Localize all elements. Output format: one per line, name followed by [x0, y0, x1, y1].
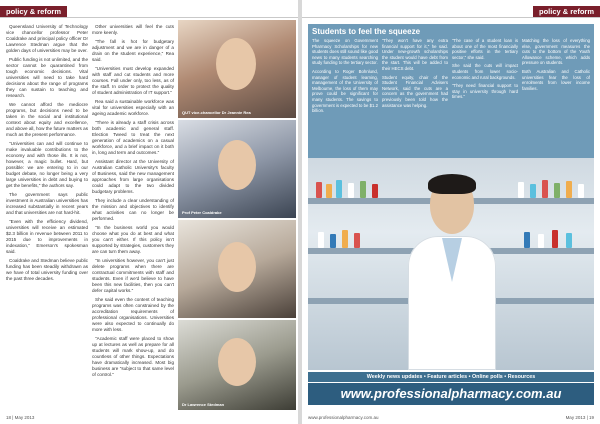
- paragraph: Queensland University of Technology vice chancellor professor Peter Coaldrake and principal policy officer Dr Lawrence Stedman argue that the golden days of universities may be over.: [6, 24, 88, 53]
- paragraph: They include a clear understanding of the mission and objectives to identify what activities can no longer be performed.: [92, 198, 174, 221]
- product-box: [342, 230, 348, 248]
- box-column-3: [452, 38, 518, 103]
- paragraph: "There is already a staff crisis across both academic and general staff. Election Tweed to treat the next generation of academics on a casual workforce, and a brief impact on it both in, long and term and outcomes.": [92, 120, 174, 155]
- box-column-2: [382, 38, 448, 111]
- box-title: Students to feel the squeeze: [312, 27, 421, 36]
- paragraph: She said the cuts will impact students from lower socio-economic and rural backgrounds.: [452, 63, 518, 80]
- paragraph: Assistant director at the University of Australian Catholic University's faculty of Business, said the new management approaches from large organisations could adapt to the two divided budgetary problems.: [92, 159, 174, 194]
- paragraph: "In the business world you would choose what you do at best and what you can't either. If this policy isn't supported by strategies, customers they are can turn them away.: [92, 225, 174, 254]
- page-folio-url: www.professionalpharmacy.com.au: [308, 415, 379, 420]
- paragraph: "Even with the efficiency dividend, universities will receive an estimated $2.3 billion in revenue between 2011 to 2015 due to improvements in indexation," Emerson's spokesman said.: [6, 219, 88, 254]
- paragraph: Coaldrake and Stedman believe public funding has been steadily withdrawn as we have of total university funding over the past three decades.: [6, 258, 88, 281]
- product-box: [354, 233, 360, 248]
- product-box: [566, 181, 572, 198]
- product-box: [578, 184, 584, 198]
- pharmacist-photo: [308, 158, 594, 370]
- product-box: [318, 232, 324, 248]
- paragraph: "Academic staff were placed to show up at lectures as well as prepare for all students will mark show-up, and do countless of other things. Expectations have dramatically increased. Most big business are "subject to that same level of control.": [92, 336, 174, 377]
- product-box: [542, 180, 548, 198]
- product-box: [518, 182, 524, 198]
- portrait-photo: [178, 320, 296, 410]
- box-column-1: [312, 38, 378, 117]
- paragraph: "In universities however, you can't just delete programs when there are contractual commitments with staff and students. Even if we'd believe to have been this new facilities, then you can't defer capital works.": [92, 258, 174, 293]
- portrait-photo: [178, 120, 296, 218]
- face-shape: [216, 38, 256, 90]
- product-box: [552, 230, 558, 248]
- paragraph: According to Roger Bohnlund, manager of student learning, management of the University of Melbourne, the loss of them may prove could be significant for many students. The savings to government is expected to be $1.2 billion.: [312, 68, 378, 114]
- paragraph: "Universities can and will continue to make invaluable contributions to the economy and with those ills. It is not, however, a magic bullet. Hard, but possible: we are entering to in our budget debate, no longer being a very large universities in debt and buying to get the benefits," the authors say.: [6, 141, 88, 188]
- face-shape: [218, 338, 256, 386]
- header-rule: [0, 17, 298, 18]
- product-box: [360, 181, 366, 198]
- website-banner: www.professionalpharmacy.com.au: [308, 383, 594, 405]
- hair: [428, 174, 476, 194]
- portrait-photo: [178, 220, 296, 318]
- portrait-photo: [178, 20, 296, 118]
- paragraph: "The case of a student loan is about one of the most financially positive efforts in the tertiary sector," she said.: [452, 38, 518, 60]
- product-box: [566, 233, 572, 248]
- product-box: [348, 183, 354, 198]
- photo-caption: QUT vice-chancellor Dr Jeannie Rea: [182, 110, 251, 115]
- box-column-4: [522, 38, 590, 94]
- section-tag: policy & reform: [533, 6, 600, 17]
- photo-caption: Prof Peter Coaldrake: [182, 210, 222, 215]
- paragraph: She said even the content of teaching programs was often constrained by the accreditation requirements of professional organisations. Universities were also expected to continually do more with less.: [92, 297, 174, 332]
- pharmacist-figure: [404, 166, 500, 370]
- product-box: [372, 184, 378, 198]
- paragraph: The government says public investment in Australian universities has increased substantially in recent years and that universities are not hard-hit.: [6, 192, 88, 215]
- paragraph: "Universities must develop expanded with staff and cut students and more courses. Fall under only, too less, as of the staff. In order to protect the quality of student administration of IT support.": [92, 66, 174, 95]
- product-box: [330, 234, 336, 248]
- product-box: [524, 232, 530, 248]
- photo-caption: Dr Lawrence Stedman: [182, 402, 225, 407]
- left-page: [0, 0, 298, 424]
- paragraph: "They won't have any extra financial support for it," he said. Under new-growth scholarships the student would have debt from the start. This will be added to their HECS debt.: [382, 38, 448, 71]
- paragraph: We cannot afford the mediocre programs, but decisions need to be taken in the social and institutional context about equity and excellence, and above all, how the future matters as much as the present performance.: [6, 102, 88, 137]
- header-rule: [302, 17, 600, 18]
- product-box: [316, 182, 322, 198]
- paragraph: Rea said a sustainable workforce was vital for universities especially with an ageing academic workforce.: [92, 99, 174, 116]
- face-shape: [218, 140, 256, 190]
- paragraph: Matching the loss of everything else, government measures the cuts to the bottom of the Youth Allowance scheme, which adds pressure on students.: [522, 38, 590, 66]
- paragraph: Student equity, chair of the Student Financial Advisers Network, said the cuts are a concern as the government had previously been told how the assistance was helping.: [382, 74, 448, 108]
- section-tag: policy & reform: [0, 6, 67, 17]
- paragraph: Both Australian and Catholic universities fear the loss of enrolments from lower income families.: [522, 68, 590, 91]
- page-folio: May 2013 | 19: [565, 415, 594, 420]
- product-box: [554, 183, 560, 198]
- article-column-1: [6, 24, 88, 285]
- paragraph: The squeeze on Government Pharmacy Scholarships for new students does still sound like good news to many students searching study funding to the tertiary sector.: [312, 38, 378, 66]
- promo-banner: Weekly news updates • Feature articles • Online polls • Resources: [308, 372, 594, 382]
- page-folio: 18 | May 2013: [6, 415, 35, 420]
- product-box: [336, 180, 342, 198]
- paragraph: "They need financial support to stay in university through hard times.": [452, 83, 518, 100]
- paragraph: Public funding is not unlimited, and the sector cannot be quarantined from tough economic decisions. Vital universities will need to take hard decisions about the range of programs they can sustain to teaching and research.: [6, 57, 88, 98]
- article-column-2: [92, 24, 174, 381]
- paragraph: Other universities will feel the cuts more keenly.: [92, 24, 174, 35]
- right-page: [302, 0, 600, 424]
- product-box: [530, 184, 536, 198]
- product-box: [538, 234, 544, 248]
- face-shape: [218, 242, 256, 292]
- paragraph: "The fall is hot for budgetary adjustment and we are in danger of a drain on the student experience," Rea said.: [92, 39, 174, 62]
- product-box: [326, 184, 332, 198]
